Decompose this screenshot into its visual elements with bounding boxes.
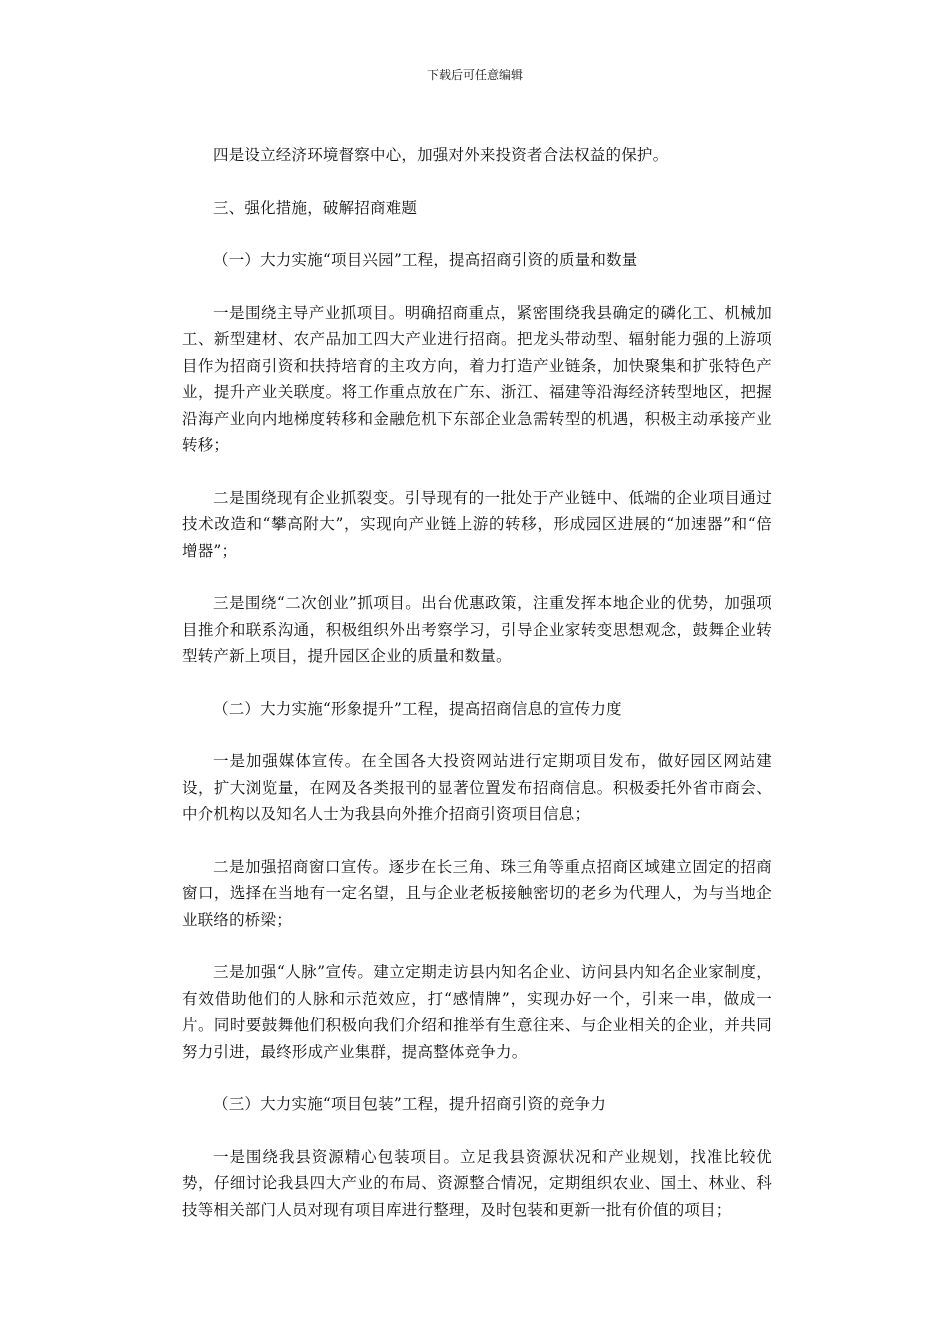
paragraph-4-supervision: 四是设立经济环境督察中心，加强对外来投资者合法权益的保护。 [213,146,669,164]
subsection-heading-1: （一）大力实施“项目兴园”工程，提高招商引资的质量和数量 [213,251,638,269]
paragraph-1-3: 三是围绕“二次创业”抓项目。出台优惠政策，注重发挥本地企业的优势，加强项目推介和联系沟通，积极组织外出考察学习，引导企业家转变思想观念，鼓舞企业转型转产新上项目，提升园区企业的质量和数量。 [182,594,772,665]
paragraph-2-3: 三是加强“人脉”宣传。建立定期走访县内知名企业、访问县内知名企业家制度，有效借助他们的人脉和示范效应，打“感情牌”，实现办好一个，引来一串，做成一片。同时要鼓舞他们积极向我们介绍和推举有生意往来、与企业相关的企业，并共同努力引进，最终形成产业集群，提高整体竞争力。 [182,963,772,1061]
paragraph-3-1: 一是围绕我县资源精心包装项目。立足我县资源状况和产业规划，找准比较优势，仔细讨论我县四大产业的布局、资源整合情况，定期组织农业、国土、林业、科技等相关部门人员对现有项目库进行整理，及时包装和更新一批有价值的项目； [182,1147,772,1219]
section-heading-3: 三、强化措施，破解招商难题 [213,198,418,217]
page-header: 下载后可任意编辑 [426,68,523,82]
subsection-heading-3: （三）大力实施“项目包装”工程，提升招商引资的竞争力 [213,1095,607,1113]
document-body [182,142,772,1249]
paragraph-2-2: 二是加强招商窗口宣传。逐步在长三角、珠三角等重点招商区域建立固定的招商窗口，选择在当地有一定名望，且与企业老板接触密切的老乡为代理人，为与当地企业联络的桥梁； [182,857,772,929]
paragraph-2-1: 一是加强媒体宣传。在全国各大投资网站进行定期项目发布，做好园区网站建设，扩大浏览量，在网及各类报刊的显著位置发布招商信息。积极委托外省市商会、中介机构以及知名人士为我县向外推介招商引资项目信息； [182,752,772,823]
paragraph-1-1: 一是围绕主导产业抓项目。明确招商重点，紧密围绕我县确定的磷化工、机械加工、新型建材、农产品加工四大产业进行招商。把龙头带动型、辐射能力强的上游项目作为招商引资和扶持培育的主攻方向，着力打造产业链条，加快聚集和扩张特色产业，提升产业关联度。将工作重点放在广东、浙江、福建等沿海经济转型地区，把握沿海产业向内地梯度转移和金融危机下东部企业急需转型的机遇，积极主动承接产业转移； [182,303,772,454]
paragraph-1-2: 二是围绕现有企业抓裂变。引导现有的一批处于产业链中、低端的企业项目通过技术改造和“攀高附大”，实现向产业链上游的转移，形成园区进展的“加速器”和“倍增器”； [182,488,772,560]
subsection-heading-2: （二）大力实施“形象提升”工程，提高招商信息的宣传力度 [213,699,622,718]
